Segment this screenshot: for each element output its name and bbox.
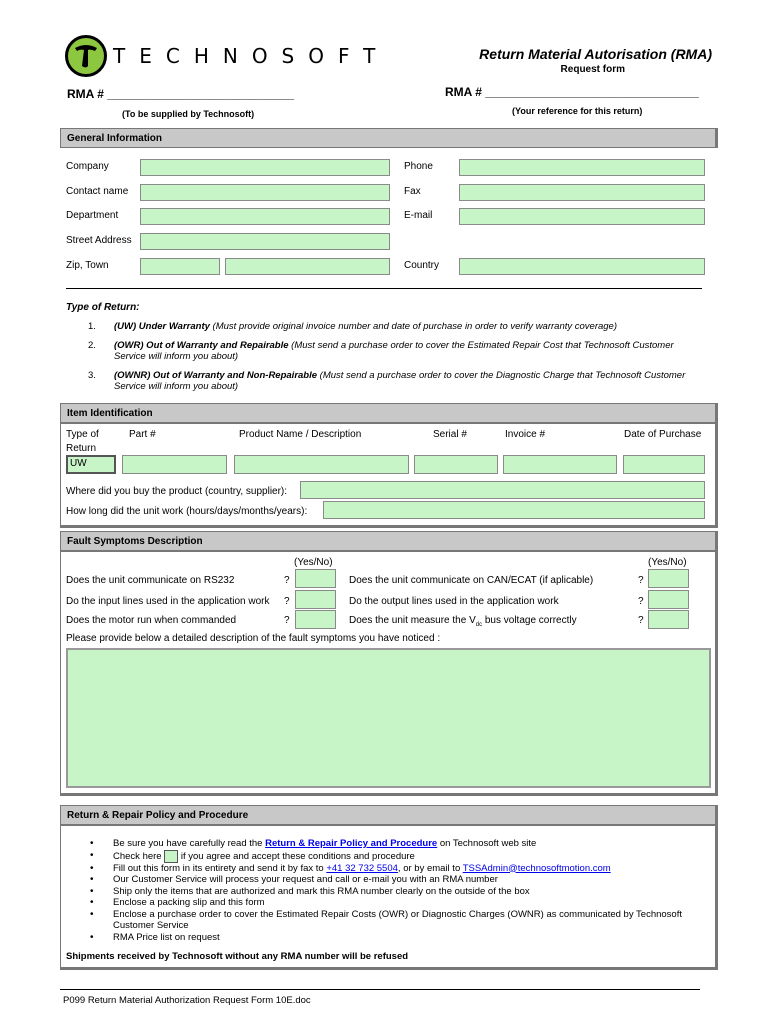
rma-customer-field[interactable]: RMA # ________________________________: [445, 85, 699, 99]
yesno-label-left: (Yes/No): [294, 557, 333, 568]
date-input[interactable]: [623, 455, 705, 474]
fax-label: Fax: [404, 186, 421, 197]
footer-text: P099 Return Material Authorization Request Form 10E.doc: [63, 995, 311, 1006]
yesno-label-right: (Yes/No): [648, 557, 687, 568]
fault-description-input[interactable]: [66, 648, 711, 788]
policy-item: • Enclose a packing slip and this form: [90, 897, 690, 909]
zip-input[interactable]: [140, 258, 220, 275]
fault-symptoms-header: Fault Symptoms Description: [60, 531, 718, 551]
department-label: Department: [66, 210, 119, 221]
q-motor-label: Does the motor run when commanded: [66, 615, 237, 626]
general-info-header: General Information: [60, 128, 718, 148]
q-mark: ?: [284, 596, 290, 607]
q-can-input[interactable]: [648, 569, 689, 588]
how-long-label: How long did the unit work (hours/days/months/years):: [66, 506, 308, 517]
col-type-label: Type of: [66, 429, 99, 440]
q-output-lines-label: Do the output lines used in the application work: [349, 596, 559, 607]
phone-input[interactable]: [459, 159, 705, 176]
q-rs232-label: Does the unit communicate on RS232: [66, 575, 235, 586]
q-voltage-input[interactable]: [648, 610, 689, 629]
page-subtitle: Request form: [560, 64, 625, 75]
return-type-ownr: 3. (OWNR) Out of Warranty and Non-Repairable (Must send a purchase order to cover the Diagnostic Charge that Technosoft Customer Service will inform you about): [88, 370, 686, 392]
return-type-uw: 1. (UW) Under Warranty (Must provide original invoice number and date of purchase in order to verify warranty coverage): [88, 321, 618, 332]
q-mark: ?: [284, 615, 290, 626]
policy-item: • Ship only the items that are authorized and mark this RMA number clearly on the outside of the box: [90, 886, 690, 898]
email-link[interactable]: TSSAdmin@technosoftmotion.com: [462, 862, 611, 874]
policy-item: • Enclose a purchase order to cover the Estimated Repair Costs (OWR) or Diagnostic Charges (OWNR) as communicated by Technosoft Customer Service: [90, 909, 690, 932]
company-input[interactable]: [140, 159, 390, 176]
department-input[interactable]: [140, 208, 390, 225]
policy-item: • Our Customer Service will process your request and call or e-mail you with an RMA number: [90, 874, 690, 886]
q-mark: ?: [284, 575, 290, 586]
col-serial-label: Serial #: [433, 429, 467, 440]
divider: [66, 288, 702, 289]
return-types-list: [66, 321, 706, 400]
policy-item: • Fill out this form in its entirety and send it by fax to +41 32 732 5504, or by email to TSSAdmin@technosoftmotion.com: [90, 863, 690, 875]
brand-text: TECHNOSOFT: [113, 44, 390, 68]
contact-input[interactable]: [140, 184, 390, 201]
country-label: Country: [404, 260, 440, 271]
rma-right-note: (Your reference for this return): [512, 106, 643, 116]
col-part-label: Part #: [129, 429, 156, 440]
policy-item: • RMA Price list on request: [90, 932, 690, 944]
type-of-return-heading: Type of Return:: [66, 302, 140, 313]
q-input-lines-input[interactable]: [295, 590, 336, 609]
how-long-input[interactable]: [323, 501, 705, 519]
q-mark: ?: [638, 596, 644, 607]
rma-left-note: (To be supplied by Technosoft): [122, 109, 255, 119]
rma-technosoft-field[interactable]: RMA # ____________________________: [67, 87, 295, 101]
policy-link[interactable]: Return & Repair Policy and Procedure: [265, 838, 438, 849]
email-label: E-mail: [404, 210, 433, 221]
agree-checkbox[interactable]: [164, 850, 178, 863]
fax-input[interactable]: [459, 184, 705, 201]
where-bought-label: Where did you buy the product (country, supplier):: [66, 486, 288, 497]
town-input[interactable]: [225, 258, 390, 275]
q-input-lines-label: Do the input lines used in the application work: [66, 596, 270, 607]
refused-notice: Shipments received by Technosoft without any RMA number will be refused: [66, 951, 409, 962]
product-input[interactable]: [234, 455, 409, 474]
company-label: Company: [66, 161, 109, 172]
policy-item: • Check here if you agree and accept these conditions and procedure: [90, 850, 690, 863]
street-input[interactable]: [140, 233, 390, 250]
part-input[interactable]: [122, 455, 227, 474]
q-can-label: Does the unit communicate on CAN/ECAT (if aplicable): [349, 575, 594, 586]
street-label: Street Address: [66, 235, 132, 246]
page-title: Return Material Autorisation (RMA): [479, 46, 712, 62]
where-bought-input[interactable]: [300, 481, 705, 499]
type-of-return-input[interactable]: UW: [66, 455, 116, 474]
zip-label: Zip, Town: [66, 260, 109, 271]
col-date-label: Date of Purchase: [624, 429, 702, 440]
policy-list: [90, 838, 690, 943]
col-product-label: Product Name / Description: [239, 429, 362, 440]
policy-header: Return & Repair Policy and Procedure: [60, 805, 718, 825]
q-mark: ?: [638, 575, 644, 586]
policy-item: • Be sure you have carefully read the Return & Repair Policy and Procedure on Technosoft web site: [90, 838, 690, 850]
contact-label: Contact name: [66, 186, 129, 197]
col-type-label-2: Return: [66, 443, 97, 454]
return-type-owr: 2. (OWR) Out of Warranty and Repairable (Must send a purchase order to cover the Estimated Repair Cost that Technosoft Customer Service will inform you about): [88, 340, 674, 362]
technosoft-logo: [65, 35, 107, 77]
q-mark: ?: [638, 615, 644, 626]
q-rs232-input[interactable]: [295, 569, 336, 588]
item-identification-header: Item Identification: [60, 403, 718, 423]
col-invoice-label: Invoice #: [505, 429, 546, 440]
q-output-lines-input[interactable]: [648, 590, 689, 609]
invoice-input[interactable]: [503, 455, 617, 474]
fax-link[interactable]: +41 32 732 5504: [326, 862, 398, 874]
footer-divider: [60, 989, 700, 990]
email-input[interactable]: [459, 208, 705, 225]
country-input[interactable]: [459, 258, 705, 275]
phone-label: Phone: [404, 161, 433, 172]
q-voltage-label: Does the unit measure the $V_{dc}$ bus voltage correctly: [349, 615, 577, 628]
serial-input[interactable]: [414, 455, 498, 474]
fault-description-label: Please provide below a detailed description of the fault symptoms you have noticed :: [66, 633, 441, 644]
q-motor-input[interactable]: [295, 610, 336, 629]
